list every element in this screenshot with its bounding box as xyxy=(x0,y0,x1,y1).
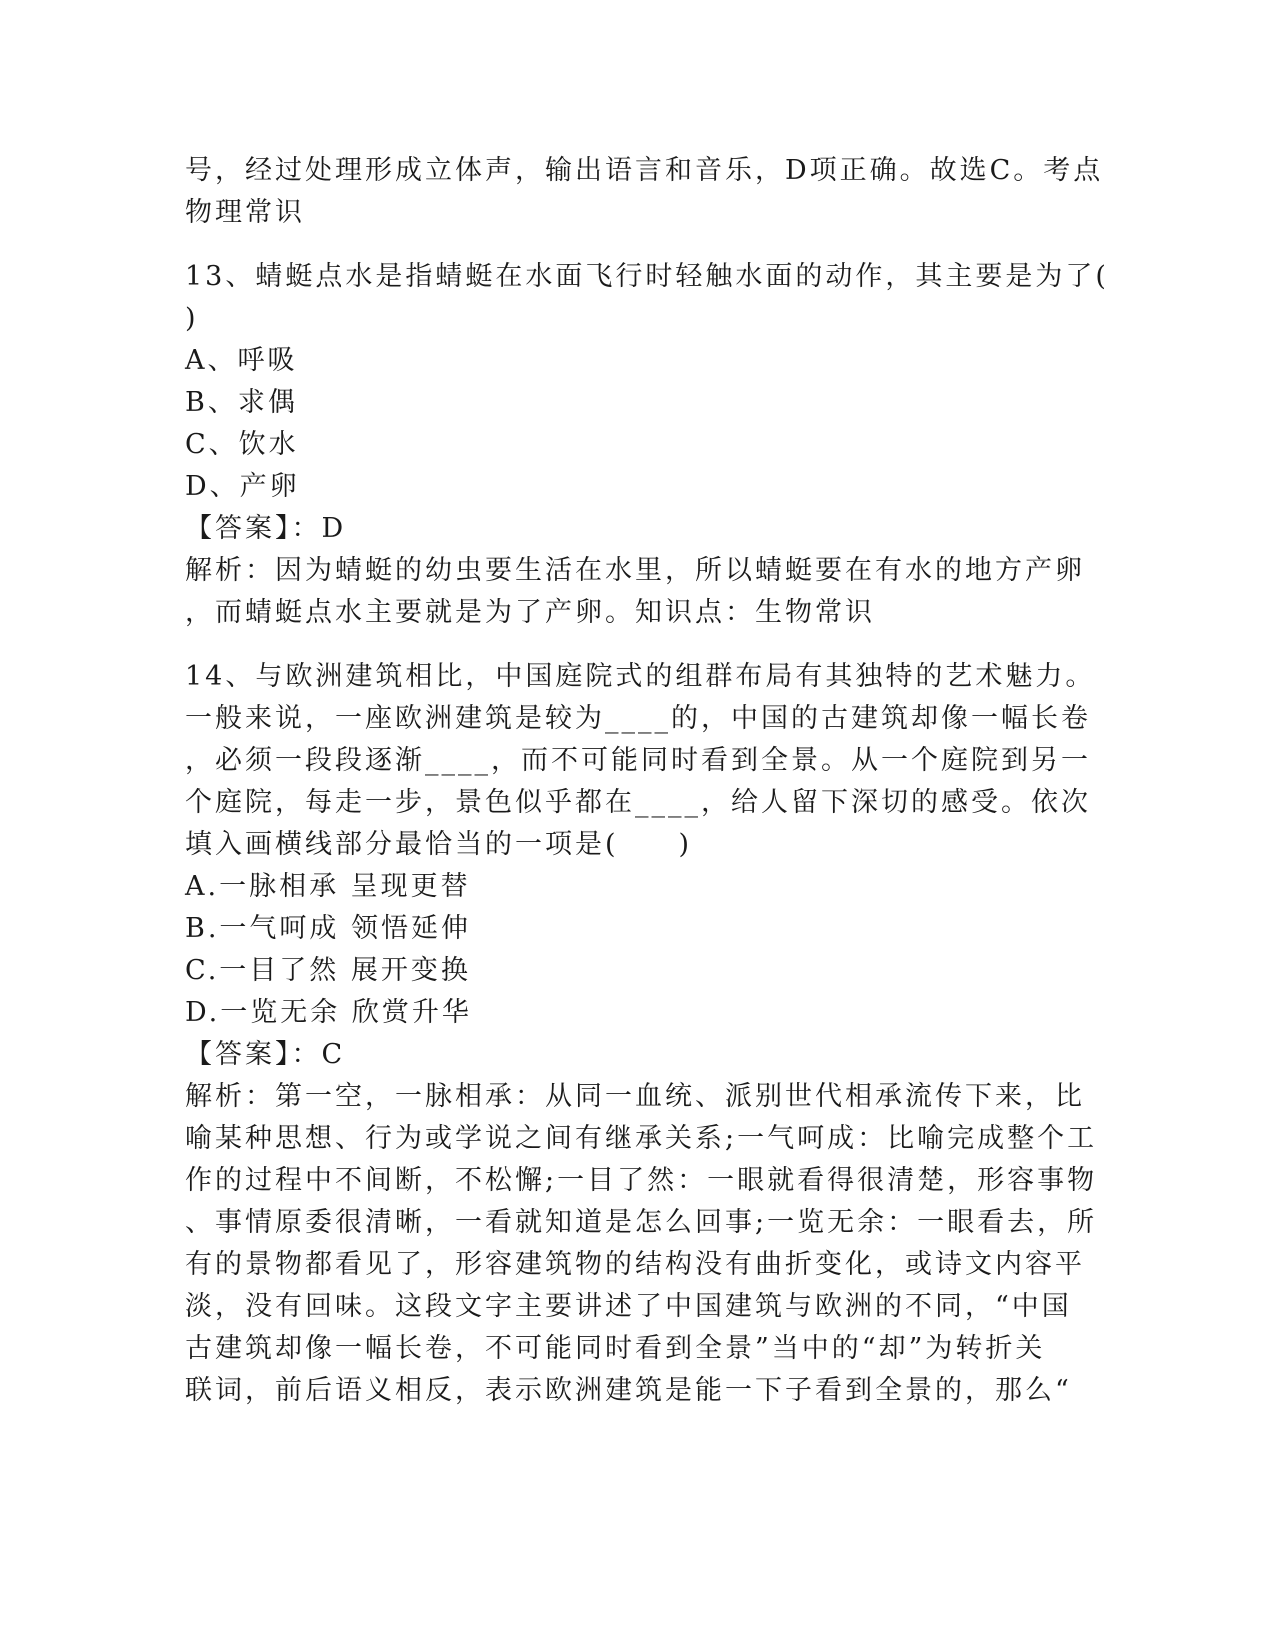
option-c: C、饮水 xyxy=(185,429,299,460)
section-gap xyxy=(185,234,1090,256)
option-a: A、呼吸 xyxy=(185,345,298,376)
option-b: B、求偶 xyxy=(185,387,298,418)
option-b: B.一气呵成 领悟延伸 xyxy=(185,913,472,944)
analysis-line: 解析：因为蜻蜓的幼虫要生活在水里，所以蜻蜓要在有水的地方产卵 xyxy=(185,555,1085,586)
analysis-line: 淡，没有回味。这段文字主要讲述了中国建筑与欧洲的不同，“中国 xyxy=(185,1291,1072,1322)
document-page xyxy=(185,150,1109,1412)
analysis-line: ，而蜻蜓点水主要就是为了产卵。知识点：生物常识 xyxy=(185,597,875,628)
analysis-line: 、事情原委很清晰，一看就知道是怎么回事;一览无余：一眼看去，所 xyxy=(185,1207,1098,1238)
question-stem-line: ，必须一段段逐渐____，而不可能同时看到全景。从一个庭院到另一 xyxy=(185,745,1091,776)
text-line: 号，经过处理形成立体声，输出语言和音乐，D项正确。故选C。考点 xyxy=(185,155,1104,186)
option-a: A.一脉相承 呈现更替 xyxy=(185,871,471,902)
analysis-line: 联词，前后语义相反，表示欧洲建筑是能一下子看到全景的，那么“ xyxy=(185,1375,1072,1406)
option-d: D、产卵 xyxy=(185,471,300,502)
option-c: C.一目了然 展开变换 xyxy=(185,955,471,986)
question-stem-line: 13、蜻蜓点水是指蜻蜓在水面飞行时轻触水面的动作，其主要是为了( xyxy=(185,261,1109,292)
analysis-line: 作的过程中不间断，不松懈;一目了然：一眼就看得很清楚，形容事物 xyxy=(185,1165,1098,1196)
question-stem-line: ) xyxy=(185,303,199,334)
question-13 xyxy=(185,256,1109,634)
intro-text xyxy=(185,150,1104,234)
option-d: D.一览无余 欣赏升华 xyxy=(185,997,472,1028)
analysis-line: 喻某种思想、行为或学说之间有继承关系;一气呵成：比喻完成整个工 xyxy=(185,1123,1098,1154)
section-gap xyxy=(185,634,1090,656)
text-line: 物理常识 xyxy=(185,197,305,228)
question-stem-line: 一般来说，一座欧洲建筑是较为____的，中国的古建筑却像一幅长卷 xyxy=(185,703,1091,734)
question-stem-line: 14、与欧洲建筑相比，中国庭院式的组群布局有其独特的艺术魅力。 xyxy=(185,661,1096,692)
analysis-line: 古建筑却像一幅长卷，不可能同时看到全景”当中的“却”为转折关 xyxy=(185,1333,1046,1364)
question-stem-line: 填入画横线部分最恰当的一项是( ) xyxy=(185,829,693,860)
analysis-line: 解析：第一空，一脉相承：从同一血统、派别世代相承流传下来，比 xyxy=(185,1081,1085,1112)
answer-line: 【答案】：D xyxy=(185,513,347,544)
question-stem-line: 个庭院，每走一步，景色似乎都在____，给人留下深切的感受。依次 xyxy=(185,787,1091,818)
question-14 xyxy=(185,656,1098,1412)
analysis-line: 有的景物都看见了，形容建筑物的结构没有曲折变化，或诗文内容平 xyxy=(185,1249,1085,1280)
answer-line: 【答案】：C xyxy=(185,1039,346,1070)
